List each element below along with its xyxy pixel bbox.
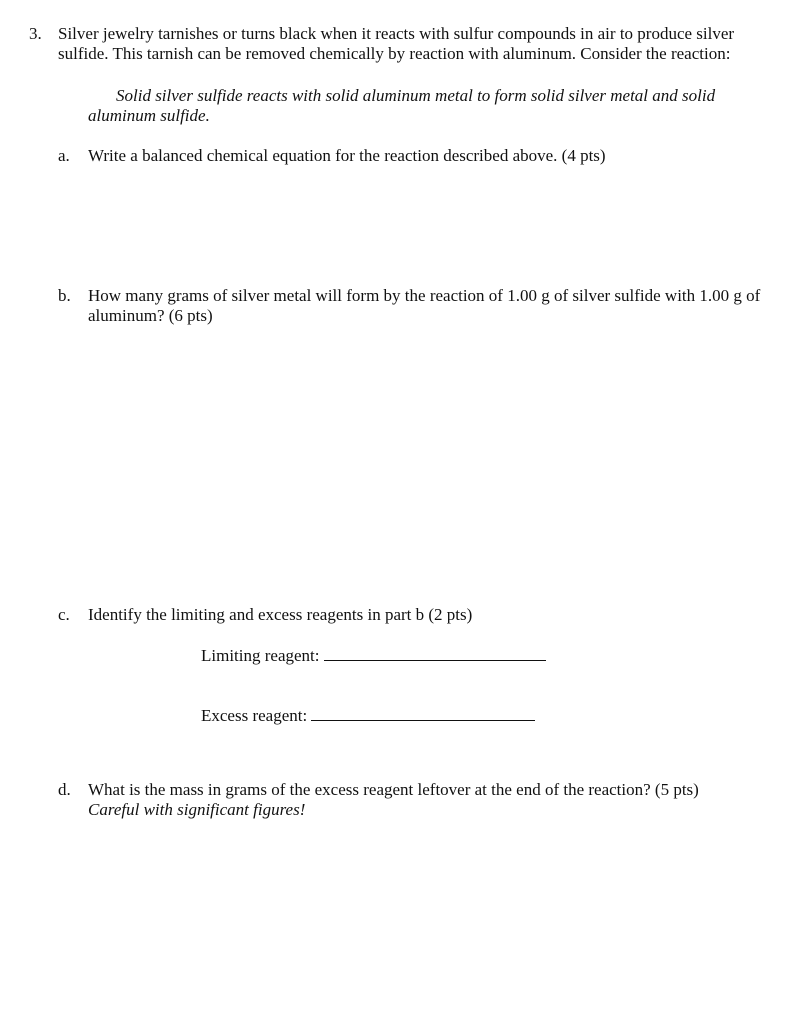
question-intro: Silver jewelry tarnishes or turns black when it reacts with sulfur compounds in air to produce silver sulfide. This tarnish can be removed chemically by reaction with aluminum. Consider the reaction:: [58, 24, 735, 63]
question-number: 3.: [29, 24, 42, 43]
part-d-note: Careful with significant figures!: [88, 800, 306, 819]
part-d-text: What is the mass in grams of the excess reagent leftover at the end of the reaction? (5 pts): [88, 780, 699, 799]
excess-reagent-blank[interactable]: [311, 706, 535, 721]
part-b-label: b.: [58, 286, 71, 305]
reaction-description: Solid silver sulfide reacts with solid aluminum metal to form solid silver metal and solid aluminum sulfide.: [88, 86, 716, 125]
part-d-label: d.: [58, 780, 71, 799]
part-b-question: How many grams of silver metal will form by the reaction of 1.00 g of silver sulfide with 1.00 g of aluminum? (6 pts): [88, 286, 761, 325]
excess-reagent-label: Excess reagent:: [201, 706, 308, 725]
excess-reagent-row: [201, 706, 535, 726]
part-c-label: c.: [58, 605, 70, 624]
part-d-question: [88, 780, 778, 820]
part-a-question: Write a balanced chemical equation for the reaction described above. (4 pts): [88, 146, 606, 165]
part-c-question: Identify the limiting and excess reagents in part b (2 pts): [88, 605, 473, 624]
limiting-reagent-blank[interactable]: [324, 646, 546, 661]
part-a-label: a.: [58, 146, 70, 165]
limiting-reagent-row: [201, 646, 546, 666]
limiting-reagent-label: Limiting reagent:: [201, 646, 320, 665]
